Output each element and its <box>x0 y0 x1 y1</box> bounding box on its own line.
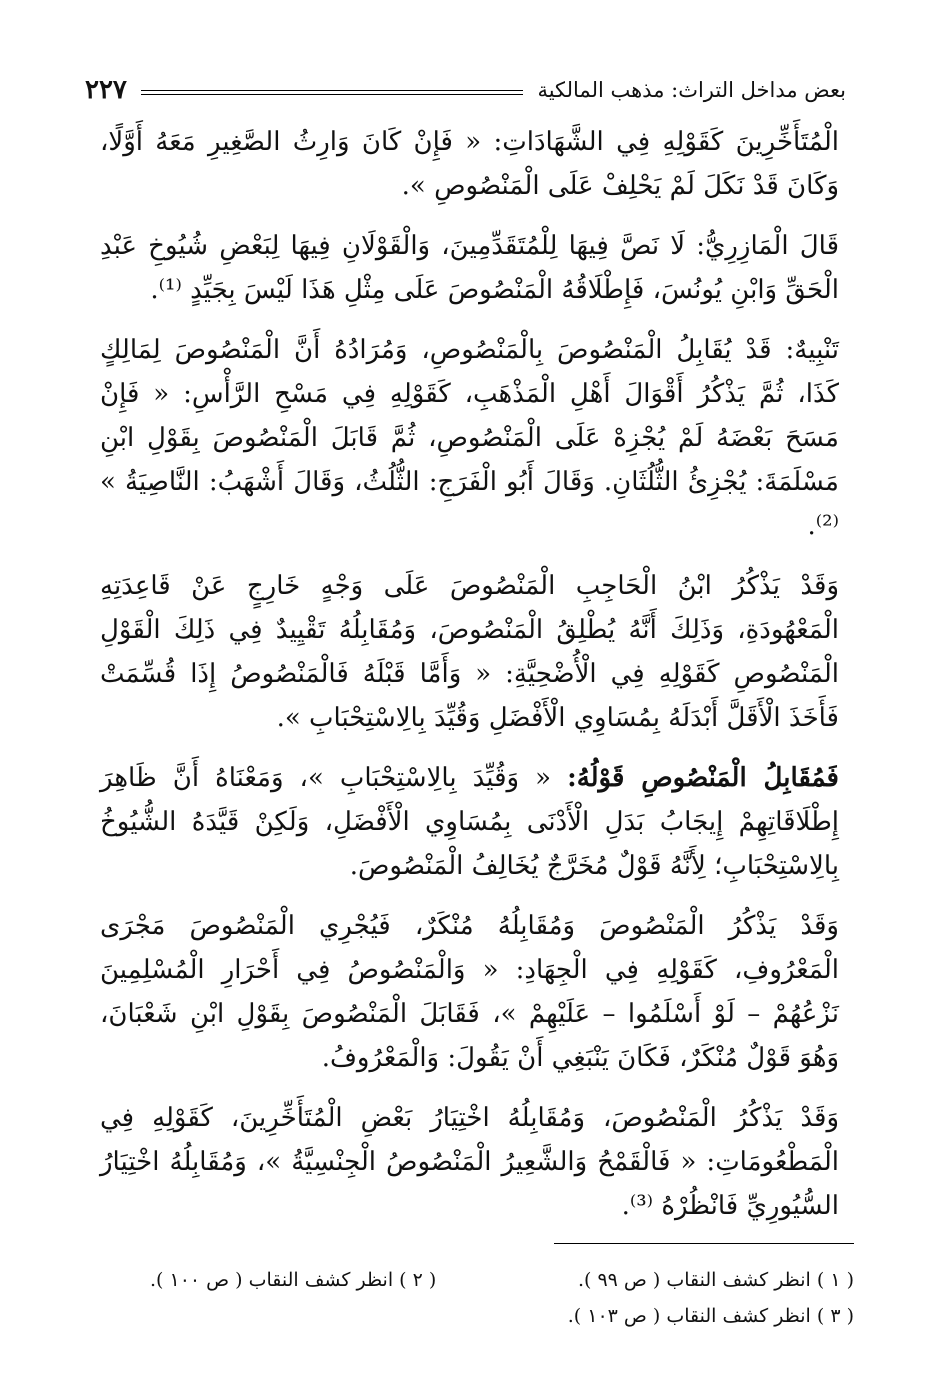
page-header <box>85 70 846 110</box>
footnotes <box>150 1262 854 1334</box>
paragraph-4 <box>100 564 839 740</box>
header-rule <box>141 90 524 95</box>
paragraph-5 <box>100 756 839 888</box>
paragraph-text: « وَقُيِّدَ بِالِاسْتِحْبَابِ »، وَمَعْنَاهُ أَنَّ ظَاهِرَ إِطْلَاقَاتِهِمْ إِيجَابُ بَدَلِ الْأَدْنَى بِمُسَاوِي الْأَفْضَلِ، وَلَكِنْ قَيَّدَهُ الشُّيُوخُ بِالِاسْتِحْبَابِ؛ لِأَنَّهُ قَوْلٌ مُخَرَّجٌ يُخَالِفُ الْمَنْصُوصَ. <box>100 763 839 881</box>
paragraph-6 <box>100 904 839 1080</box>
footnote-2: ( ٢ ) انظر كشف النقاب ( ص ١٠٠ ). <box>150 1269 437 1291</box>
paragraph-text: وَقَدْ يَذْكُرُ الْمَنْصُوصَ، وَمُقَابِلُهُ اخْتِيَارُ بَعْضِ الْمُتَأَخِّرِينَ، كَقَوْلِهِ فِي الْمَطْعُومَاتِ: « فَالْقَمْحُ وَالشَّعِيرُ الْمَنْصُوصُ الْجِنْسِيَّةُ »، وَمُقَابِلُهُ اخْتِيَارُ السُّيُورِيِّ فَانْظُرْهُ ⁽³⁾. <box>100 1103 839 1221</box>
paragraph-text: قَالَ الْمَازِرِيُّ: لَا نَصَّ فِيهَا لِلْمُتَقَدِّمِينَ، وَالْقَوْلَانِ فِيهَا لِبَعْضِ شُيُوخِ عَبْدِ الْحَقِّ وَابْنِ يُونُسَ، فَإِطْلَاقُهُ الْمَنْصُوصَ عَلَى مِثْلِ هَذَا لَيْسَ بِجَيِّدٍ ⁽¹⁾. <box>100 231 839 305</box>
footnote-3: ( ٣ ) انظر كشف النقاب ( ص ١٠٣ ). <box>567 1305 854 1327</box>
paragraph-lead: فَمُقَابِلُ الْمَنْصُوصِ قَوْلُهُ: <box>567 763 839 793</box>
main-text <box>100 120 839 1244</box>
paragraph-text: تَنْبِيهٌ: قَدْ يُقَابِلُ الْمَنْصُوصَ بِالْمَنْصُوصِ، وَمُرَادُهُ أَنَّ الْمَنْصُوصَ لِمَالِكٍ كَذَا، ثُمَّ يَذْكُرُ أَقْوَالَ أَهْلِ الْمَذْهَبِ، كَقَوْلِهِ فِي مَسْحِ الرَّأْسِ: « فَإِنْ مَسَحَ بَعْضَهُ لَمْ يُجْزِهْ عَلَى الْمَنْصُوصِ، ثُمَّ قَابَلَ الْمَنْصُوصَ بِقَوْلِ ابْنِ مَسْلَمَةَ: يُجْزِئُ الثُّلُثَانِ. وَقَالَ أَبُو الْفَرَجِ: الثُّلُثُ، وَقَالَ أَشْهَبُ: النَّاصِيَةُ » ⁽²⁾. <box>100 335 839 541</box>
paragraph-2 <box>100 224 839 312</box>
paragraph-1 <box>100 120 839 208</box>
footnote-row <box>150 1262 854 1298</box>
running-title: بعض مداخل التراث: مذهب المالكية <box>537 78 846 102</box>
paragraph-text: وَقَدْ يَذْكُرُ ابْنُ الْحَاجِبِ الْمَنْصُوصَ عَلَى وَجْهٍ خَارِجٍ عَنْ قَاعِدَتِهِ الْمَعْهُودَةِ، وَذَلِكَ أَنَّهُ يُطْلِقُ الْمَنْصُوصَ، وَمُقَابِلُهُ تَقْيِيدٌ فِي ذَلِكَ الْقَوْلِ الْمَنْصُوصِ كَقَوْلِهِ فِي الْأُضْحِيَّةِ: « وَأَمَّا قَبْلَهُ فَالْمَنْصُوصُ إِذَا قُسِّمَتْ فَأَخَذَ الْأَقَلَّ أَبْدَلَهُ بِمُسَاوِي الْأَفْضَلِ وَقُيِّدَ بِالِاسْتِحْبَابِ ». <box>100 571 839 733</box>
paragraph-text: وَقَدْ يَذْكُرُ الْمَنْصُوصَ وَمُقَابِلُهُ مُنْكَرٌ، فَيُجْرِي الْمَنْصُوصَ مَجْرَى الْمَعْرُوفِ، كَقَوْلِهِ فِي الْجِهَادِ: « وَالْمَنْصُوصُ فِي أَحْرَارِ الْمُسْلِمِينَ نَزْعُهُمْ – لَوْ أَسْلَمُوا – عَلَيْهِمْ »، فَقَابَلَ الْمَنْصُوصَ بِقَوْلِ ابْنِ شَعْبَانَ، وَهُوَ قَوْلٌ مُنْكَرٌ، فَكَانَ يَنْبَغِي أَنْ يَقُولَ: وَالْمَعْرُوفُ. <box>100 911 839 1073</box>
page-number: ٢٢٧ <box>85 75 127 105</box>
footnote-row <box>150 1298 854 1334</box>
footnote-1: ( ١ ) انظر كشف النقاب ( ص ٩٩ ). <box>577 1269 854 1291</box>
paragraph-3 <box>100 328 839 548</box>
paragraph-7 <box>100 1096 839 1228</box>
footnote-separator <box>554 1243 854 1244</box>
paragraph-text: الْمُتَأَخِّرِينَ كَقَوْلِهِ فِي الشَّهَادَاتِ: « فَإِنْ كَانَ وَارِثُ الصَّغِيرِ مَعَهُ أَوَّلًا، وَكَانَ قَدْ نَكَلَ لَمْ يَحْلِفْ عَلَى الْمَنْصُوصِ ». <box>100 127 839 201</box>
